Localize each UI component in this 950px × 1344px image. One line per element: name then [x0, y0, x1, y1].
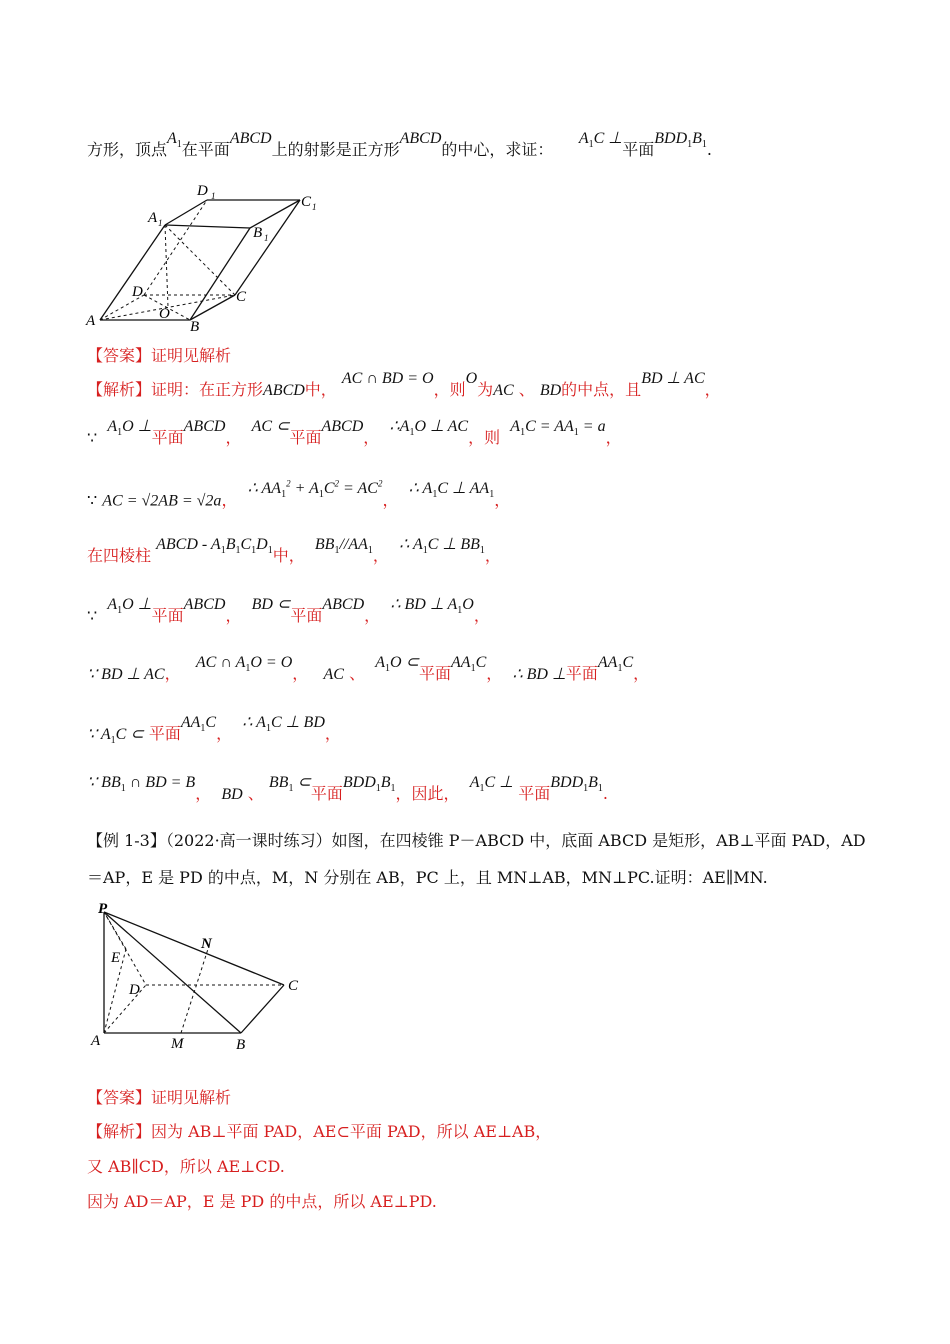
proof-line-5: ∵ $A_1O$ ⊥平面ABCD， BD ⊂平面ABCD， ∴ BD ⊥ $A_1O$， — [87, 596, 490, 625]
edge-CC1 — [235, 200, 300, 295]
analysis-2-line-1: 【解析】因为 AB⊥平面 PAD，AE⊂平面 PAD，所以 AE⊥AB， — [87, 1122, 552, 1141]
analysis-2-line-3: 因为 AD＝AP，E 是 PD 的中点，所以 AE⊥PD. — [87, 1192, 437, 1211]
label-N: N — [201, 936, 212, 952]
label-D: D — [132, 284, 143, 300]
label-D: D — [129, 982, 140, 998]
label-M: M — [171, 1036, 184, 1052]
analysis-1-head: 【解析】证明：在正方形ABCD中， AC ∩ BD = O，则O为AC 、 BD的中点，且BD ⊥ AC， — [87, 370, 721, 399]
edge-BB1 — [190, 228, 250, 320]
label-C1: C — [301, 194, 312, 210]
edge-B1C1 — [250, 200, 300, 228]
proof-line-4: 在四棱柱 ABCD - $A_1B_1C_1D_1$中， $BB_1//AA_1$， ∴ $A_1C$ ⊥ $BB_1$， — [87, 536, 501, 565]
edge-PC — [104, 912, 284, 985]
svg-text:1: 1 — [312, 202, 317, 212]
answer-2: 【答案】证明见解析 — [87, 1088, 232, 1107]
label-B: B — [190, 319, 200, 335]
label-A: A — [91, 1033, 101, 1049]
proof-line-6: ∵ BD ⊥ AC， AC ∩ $A_1O = O$， AC 、 $A_1O$ ⊂平面$AA_1C$， ∴ BD ⊥平面$AA_1C$， — [87, 654, 650, 683]
svg-text:1: 1 — [264, 233, 269, 243]
label-A1: A — [148, 210, 158, 226]
proof-line-7: ∵ $A_1C$ ⊂ 平面$AA_1C$， ∴ $A_1C$ ⊥ BD， — [87, 714, 341, 746]
proof-line-3: ∵ AC = √2AB = √2a， ∴ $AA_1^2 + A_1C^2 = AC^2$， ∴ $A_1C$ ⊥ $AA_1$， — [87, 479, 511, 510]
label-E: E — [111, 950, 121, 966]
edge-A1D1 — [165, 200, 207, 225]
edge-PB — [104, 912, 241, 1033]
analysis-2-line-2: 又 AB∥CD，所以 AE⊥CD. — [87, 1157, 285, 1176]
label-A: A — [86, 313, 96, 329]
example-line-2: ＝AP，E 是 PD 的中点，M，N 分别在 AB，PC 上，且 MN⊥AB，MN⊥PC.证明：AE∥MN. — [87, 868, 768, 887]
edge-A1B1 — [165, 225, 250, 228]
pyramid-figure — [86, 896, 336, 1056]
label-C: C — [236, 289, 247, 305]
edge-AA1 — [100, 225, 165, 320]
label-O: O — [159, 306, 170, 322]
label-B: B — [236, 1037, 246, 1053]
top-statement: 方形，顶点$A_1$在平面ABCD上的射影是正方形ABCD的中心，求证： $A_1C$ ⊥平面$BDD_1B_1$. — [87, 130, 713, 159]
label-C: C — [288, 978, 299, 994]
label-P: P — [98, 901, 108, 917]
label-D1: D — [197, 183, 208, 199]
prism-figure — [80, 178, 330, 338]
edge-BC — [241, 985, 284, 1033]
proof-line-2: ∵ $A_1O$ ⊥平面ABCD， AC ⊂平面ABCD， $\therefore A_1O$ ⊥ AC，则 $A_1C = AA_1 = a$， — [87, 418, 622, 447]
svg-text:1: 1 — [211, 191, 216, 201]
svg-text:1: 1 — [158, 218, 163, 228]
label-B1: B — [253, 225, 263, 241]
example-line-1: 【例 1-3】（2022·高一课时练习）如图，在四棱锥 P－ABCD 中，底面 ABCD 是矩形，AB⊥平面 PAD，AD — [87, 831, 866, 850]
proof-line-8: ∵ $BB_1$ ∩ BD = B， BD 、 $BB_1$ ⊂平面$BDD_1B_1$，因此， $A_1C$ ⊥ 平面$BDD_1B_1$. — [87, 774, 608, 803]
answer-1: 【答案】证明见解析 — [87, 346, 232, 365]
